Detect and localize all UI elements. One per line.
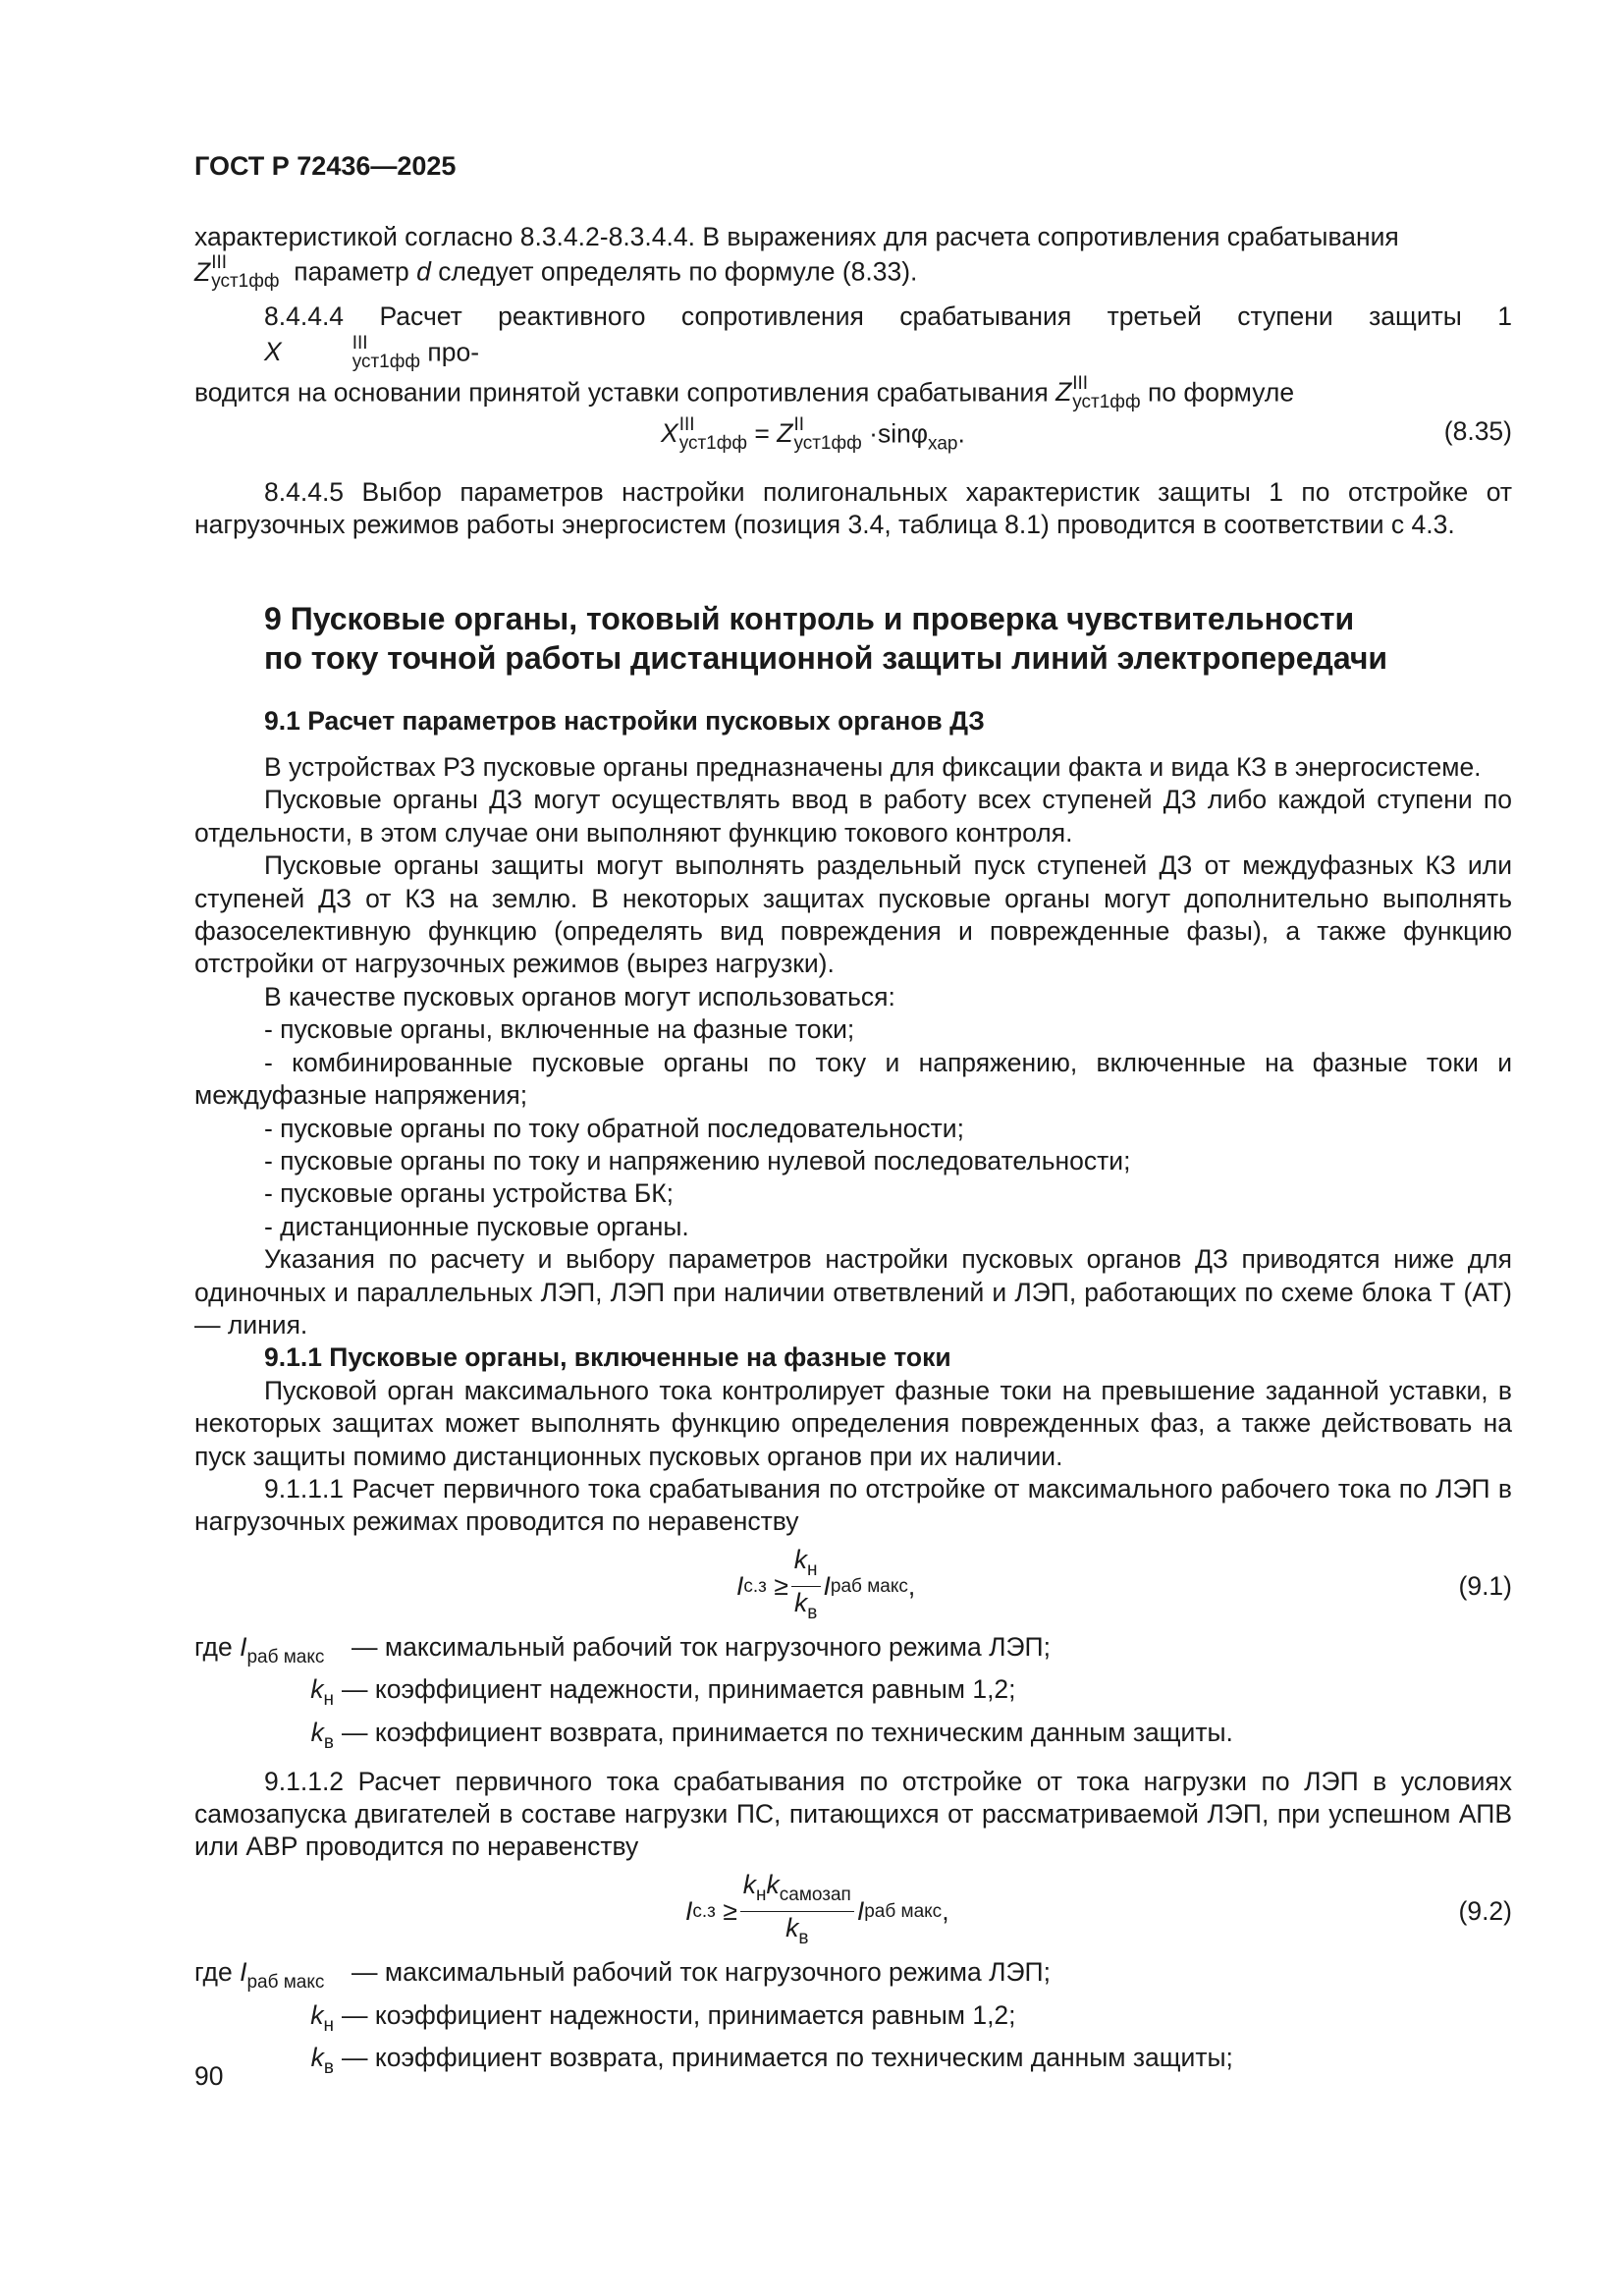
where-row: $k_в$ — коэффициент возврата, принимается по техническим данным защиты. <box>310 1718 1233 1754</box>
equation-9-1: I с.з ≥ $\frac{k_н}{k_в}$ I раб макс , (9.1) <box>194 1547 1512 1627</box>
paragraph-9-1-1-2: 9.1.1.2 Расчет первичного тока срабатывания по отстройке от тока нагрузки по ЛЭП в условиях самозапуска двигателей в составе нагрузки ПС, питающихся от рассматриваемой ЛЭП, при успешном АПВ или АВР проводится по неравенству <box>194 1766 1512 1862</box>
section-9-1-title: 9.1 Расчет параметров настройки пусковых органов ДЗ <box>264 705 985 736</box>
paragraph: В качестве пусковых органов могут использоваться: <box>264 981 895 1011</box>
symbol-z-iii-2: Z III уст1фф <box>1055 372 1141 412</box>
paragraph-continuation: характеристикой согласно 8.3.4.2-8.3.4.4. В выражениях для расчета сопротивления срабатывания Z III уст1фф параметр d следует определять по формуле (8.33). <box>194 222 1399 293</box>
paragraph-8-4-4-4: 8.4.4.4 Расчет реактивного сопротивления срабатывания третьей ступени защиты 1 X III уст1фф про- <box>194 301 1512 370</box>
paragraph-instructions: Указания по расчету и выбору параметров настройки пусковых органов ДЗ приводятся ниже для одиночных и параллельных ЛЭП, ЛЭП при наличии ответвлений и ЛЭП, работающих по схеме блока Т (АТ) — линия. <box>194 1244 1512 1339</box>
paragraph-8-4-4-5: 8.4.4.5 Выбор параметров настройки полигональных характеристик защиты 1 по отстройке от нагрузочных режимов работы энергосистем (позиция 3.4, таблица 8.1) проводится в соответствии с 4.3. <box>194 476 1512 540</box>
list-item: - дистанционные пусковые органы. <box>264 1211 689 1241</box>
equation-number: (9.2) <box>1458 1895 1512 1926</box>
paragraph-9-1-1-1: 9.1.1.1 Расчет первичного тока срабатывания по отстройке от максимального рабочего тока по ЛЭП в нагрузочных режимах проводится по неравенству <box>194 1473 1512 1537</box>
equation-number: (8.35) <box>1443 415 1512 446</box>
where-row: $k_в$ — коэффициент возврата, принимается по техническим данным защиты; <box>310 2043 1233 2079</box>
equation-number: (9.1) <box>1458 1570 1512 1601</box>
paragraph: Пусковой орган максимального тока контролирует фазные токи на превышение заданной уставки, в некоторых защитах может выполнять функцию определения поврежденных фаз, а также действовать на пуск защиты помимо дистанционных пусковых органов при их наличии. <box>194 1375 1512 1471</box>
list-item: - пусковые органы по току и напряжению нулевой последовательности; <box>264 1145 1131 1175</box>
equation-8-35: X III уст1фф = Z II уст1фф ·sinφ$_{хар}$. (8.35) <box>661 413 1512 455</box>
where-row: $k_н$ — коэффициент надежности, принимается равным 1,2; <box>310 1674 1016 1711</box>
section-9-1-1-title: 9.1.1 Пусковые органы, включенные на фазные токи <box>264 1342 951 1373</box>
where-row: где $I_{раб макс}$ — максимальный рабочий ток нагрузочного режима ЛЭП; <box>194 1956 1051 1994</box>
paragraph: Пусковые органы защиты могут выполнять раздельный пуск ступеней ДЗ от междуфазных КЗ или ступеней ДЗ от КЗ на землю. В некоторых защитах пусковые органы могут дополнительно выполнять фазоселективную функцию (определять вид повреждения и поврежденные фазы), а также функцию отстройки от нагрузочных режимов (вырез нагрузки). <box>194 850 1512 979</box>
list-item: - пусковые органы устройства БК; <box>264 1178 675 1209</box>
where-row: где $I_{раб макс}$ — максимальный рабочий ток нагрузочного режима ЛЭП; <box>194 1631 1051 1667</box>
page-content <box>194 221 1512 2085</box>
fraction: $\frac{k_н}{k_в}$ <box>791 1545 821 1628</box>
paragraph: Пусковые органы ДЗ могут осуществлять ввод в работу всех ступеней ДЗ либо каждой ступени по отдельности, в этом случае они выполняют функцию токового контроля. <box>194 785 1512 847</box>
where-list-9-2 <box>194 1956 1512 2085</box>
symbol-x-iii: X III уст1фф <box>264 332 421 372</box>
document-header: ГОСТ Р 72436—2025 <box>194 151 457 181</box>
equation-9-2: I с.з ≥ $\frac{k_нk_{самозап}}{k_в}$ I раб макс , (9.2) <box>194 1872 1512 1952</box>
section-9-title: 9 Пусковые органы, токовый контроль и проверка чувствительности по току точной работы дистанционной защиты линий электропередачи <box>264 600 1388 676</box>
page-number: 90 <box>194 2061 224 2091</box>
where-list-9-1 <box>194 1631 1512 1760</box>
paragraph-8-4-4-4-cont: водится на основании принятой уставки сопротивления срабатывания Z III уст1фф по формуле <box>194 372 1295 412</box>
paragraph: В устройствах РЗ пусковые органы предназначены для фиксации факта и вида КЗ в энергосистеме. <box>264 752 1482 783</box>
list-item: - пусковые органы, включенные на фазные токи; <box>264 1014 855 1045</box>
fraction: $\frac{k_нk_{самозап}}{k_в}$ <box>740 1870 854 1953</box>
symbol-z-iii: Z III уст1фф <box>194 252 280 293</box>
where-row: $k_н$ — коэффициент надежности, принимается равным 1,2; <box>310 1999 1016 2036</box>
list-item: - комбинированные пусковые органы по току и напряжению, включенные на фазные токи и междуфазные напряжения; <box>194 1047 1512 1111</box>
list-item: - пусковые органы по току обратной последовательности; <box>264 1113 964 1143</box>
